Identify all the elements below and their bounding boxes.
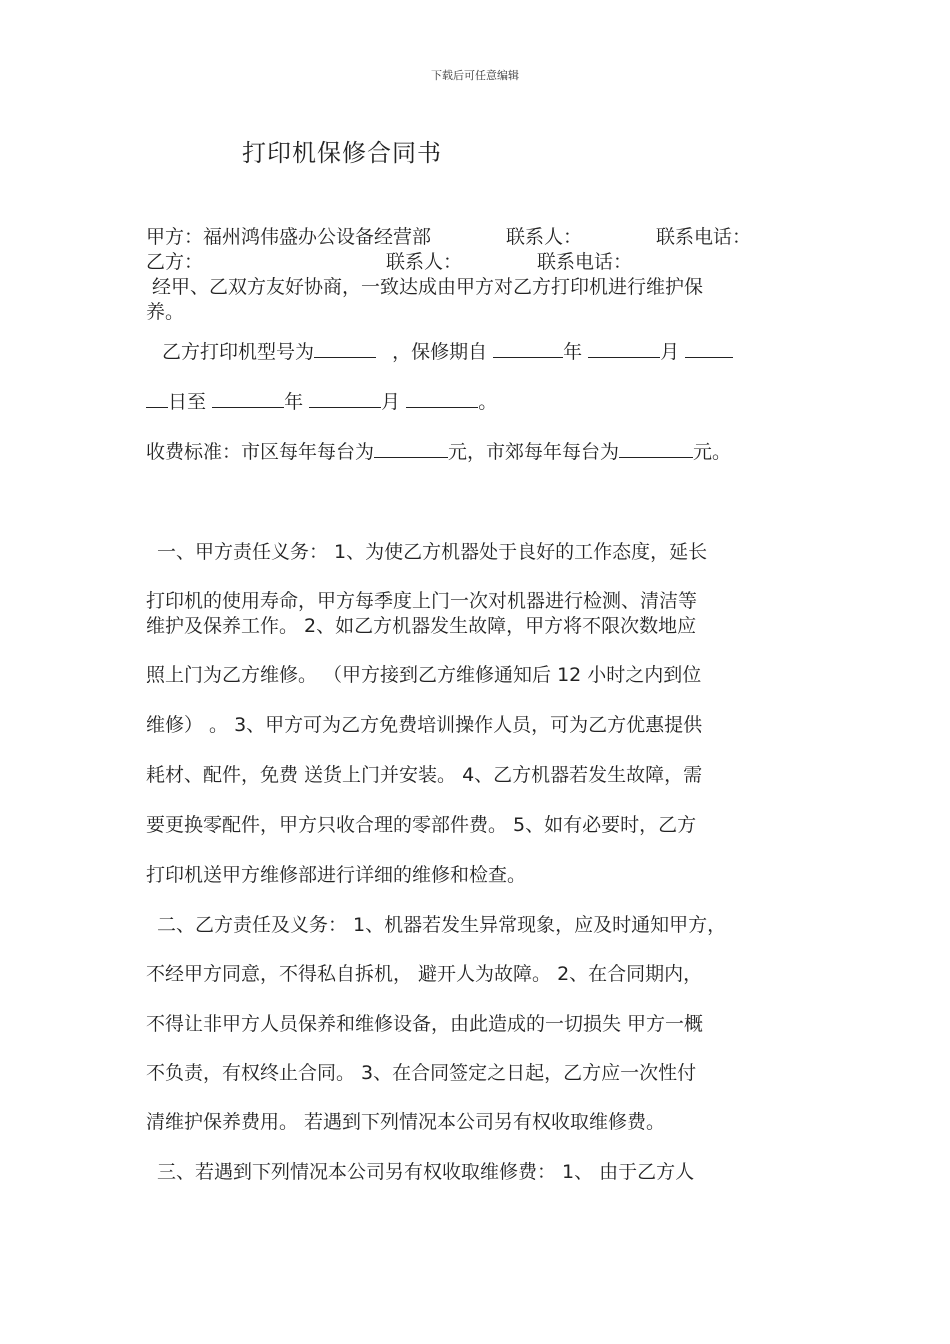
end-month-label: 月 [381,391,401,413]
section1-line: 维修） 。 3、甲方可为乙方免费培训操作人员，可为乙方优惠提供 [146,714,703,736]
party-a-name: 福州鸿伟盛办公设备经营部 [203,226,432,248]
fee-urban-label: 收费标准：市区每年每台为 [146,441,375,463]
start-day-blank-part2[interactable] [146,389,168,408]
party-b-label: 乙方： [146,251,204,273]
section2-line: 不负责，有权终止合同。 3、在合同签定之日起，乙方应一次性付 [146,1062,697,1084]
start-month-blank[interactable] [588,339,660,358]
warranty-from-label: ，保修期自 [392,341,488,363]
section3-line: 三、若遇到下列情况本公司另有权收取维修费： 1、 由于乙方人 [157,1161,695,1183]
period-end-line [146,387,497,414]
section2-line: 清维护保养费用。 若遇到下列情况本公司另有权收取维修费。 [146,1111,666,1133]
section1-line: 要更换零配件，甲方只收合理的零部件费。 5、如有必要时，乙方 [146,814,697,836]
section2-line: 二、乙方责任及义务： 1、机器若发生异常现象，应及时通知甲方， [157,914,727,936]
fee-line [146,437,731,464]
header-note: 下载后可任意编辑 [431,69,519,82]
start-year-label: 年 [563,341,583,363]
section1-line: 照上门为乙方维修。 （甲方接到乙方维修通知后 12 小时之内到位 [146,664,702,686]
period-end-mark: 。 [478,391,498,413]
end-day-blank[interactable] [406,389,478,408]
section2-line: 不得让非甲方人员保养和维修设备，由此造成的一切损失 甲方一概 [146,1013,704,1035]
end-year-label: 年 [284,391,304,413]
start-day-blank-part1[interactable] [685,339,733,358]
start-month-label: 月 [660,341,680,363]
model-blank[interactable] [314,339,376,358]
start-year-blank[interactable] [493,339,563,358]
party-a-line [146,225,431,249]
model-line [162,337,733,364]
party-a-phone-label: 联系电话： [656,226,752,248]
section1-line: 打印机送甲方维修部进行详细的维修和检查。 [146,864,527,886]
party-b-contact-label: 联系人： [386,251,463,273]
document-title: 打印机保修合同书 [242,139,442,167]
party-a-contact-label: 联系人： [506,226,583,248]
intro-line-2: 养。 [146,301,185,323]
fee-end-label: 元。 [693,441,732,463]
section1-line: 耗材、配件，免费 送货上门并安装。 4、乙方机器若发生故障，需 [146,764,703,786]
period-to-label: 日至 [168,391,207,413]
section2-line: 不经甲方同意，不得私自拆机， 避开人为故障。 2、在合同期内， [146,963,703,985]
fee-urban-blank[interactable] [374,439,448,458]
model-label: 乙方打印机型号为 [162,341,315,363]
party-a-label: 甲方： [146,226,204,248]
section1-line: 维护及保养工作。 2、如乙方机器发生故障，甲方将不限次数地应 [146,615,697,637]
fee-suburb-blank[interactable] [619,439,693,458]
fee-suburb-label: 元，市郊每年每台为 [448,441,620,463]
end-month-blank[interactable] [309,389,381,408]
end-year-blank[interactable] [212,389,284,408]
intro-line-1: 经甲、乙双方友好协商，一致达成由甲方对乙方打印机进行维护保 [152,276,704,298]
party-b-phone-label: 联系电话： [537,251,633,273]
section1-line: 打印机的使用寿命，甲方每季度上门一次对机器进行检测、清洁等 [146,590,698,612]
section1-line: 一、甲方责任义务： 1、为使乙方机器处于良好的工作态度，延长 [157,541,708,563]
